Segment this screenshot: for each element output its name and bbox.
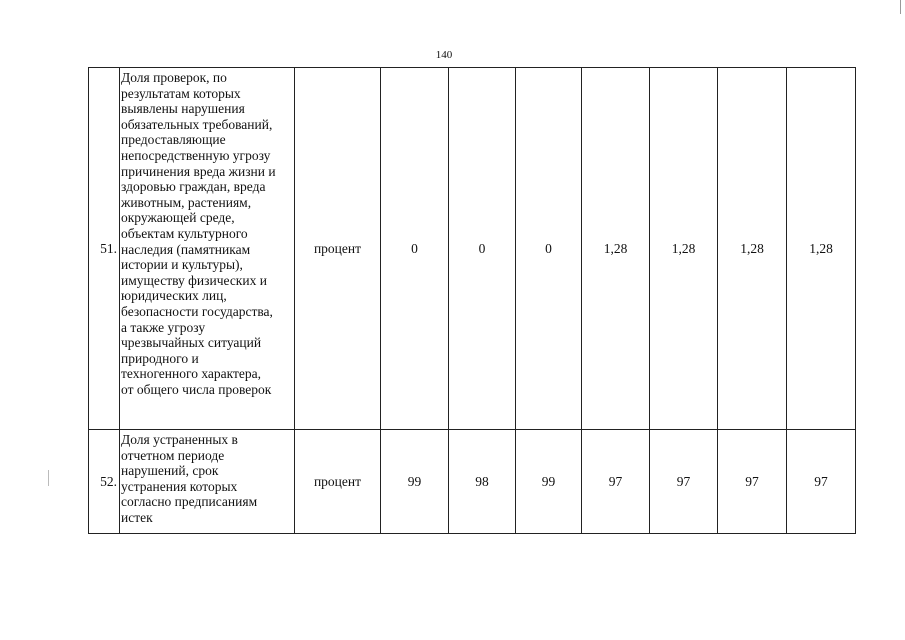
- value-cell: 0: [381, 68, 449, 430]
- page-number: 140: [435, 49, 453, 61]
- value-cell: 1,28: [787, 68, 856, 430]
- unit-cell: процент: [295, 430, 381, 534]
- value-cell: 1,28: [650, 68, 718, 430]
- value-cell: 97: [582, 430, 650, 534]
- indicators-table: [88, 67, 856, 534]
- scan-artifact: [900, 0, 901, 14]
- table-row: [89, 430, 856, 534]
- scan-artifact: [48, 470, 49, 486]
- value-cell: 0: [449, 68, 516, 430]
- unit-cell: процент: [295, 68, 381, 430]
- value-cell: 99: [381, 430, 449, 534]
- value-cell: 98: [449, 430, 516, 534]
- value-cell: 97: [650, 430, 718, 534]
- indicator-description: Доля устраненных в отчетном периоде нарушений, срок устранения которых согласно предписаниям истек: [120, 430, 295, 534]
- value-cell: 0: [516, 68, 582, 430]
- row-number: 52.: [89, 430, 120, 534]
- value-cell: 97: [787, 430, 856, 534]
- row-number: 51.: [89, 68, 120, 430]
- indicator-description: Доля проверок, по результатам которых выявлены нарушения обязательных требований, предоставляющие непосредственную угрозу причинения вреда жизни и здоровью граждан, вреда животным, растениям, окружающей среде, объектам культурного наследия (памятникам истории и культуры), имуществу физических и юридических лиц, безопасности государства, а также угрозу чрезвычайных ситуаций природного и техногенного характера, от общего числа проверок: [120, 68, 295, 430]
- value-cell: 1,28: [582, 68, 650, 430]
- value-cell: 97: [718, 430, 787, 534]
- value-cell: 99: [516, 430, 582, 534]
- table-row: [89, 68, 856, 430]
- value-cell: 1,28: [718, 68, 787, 430]
